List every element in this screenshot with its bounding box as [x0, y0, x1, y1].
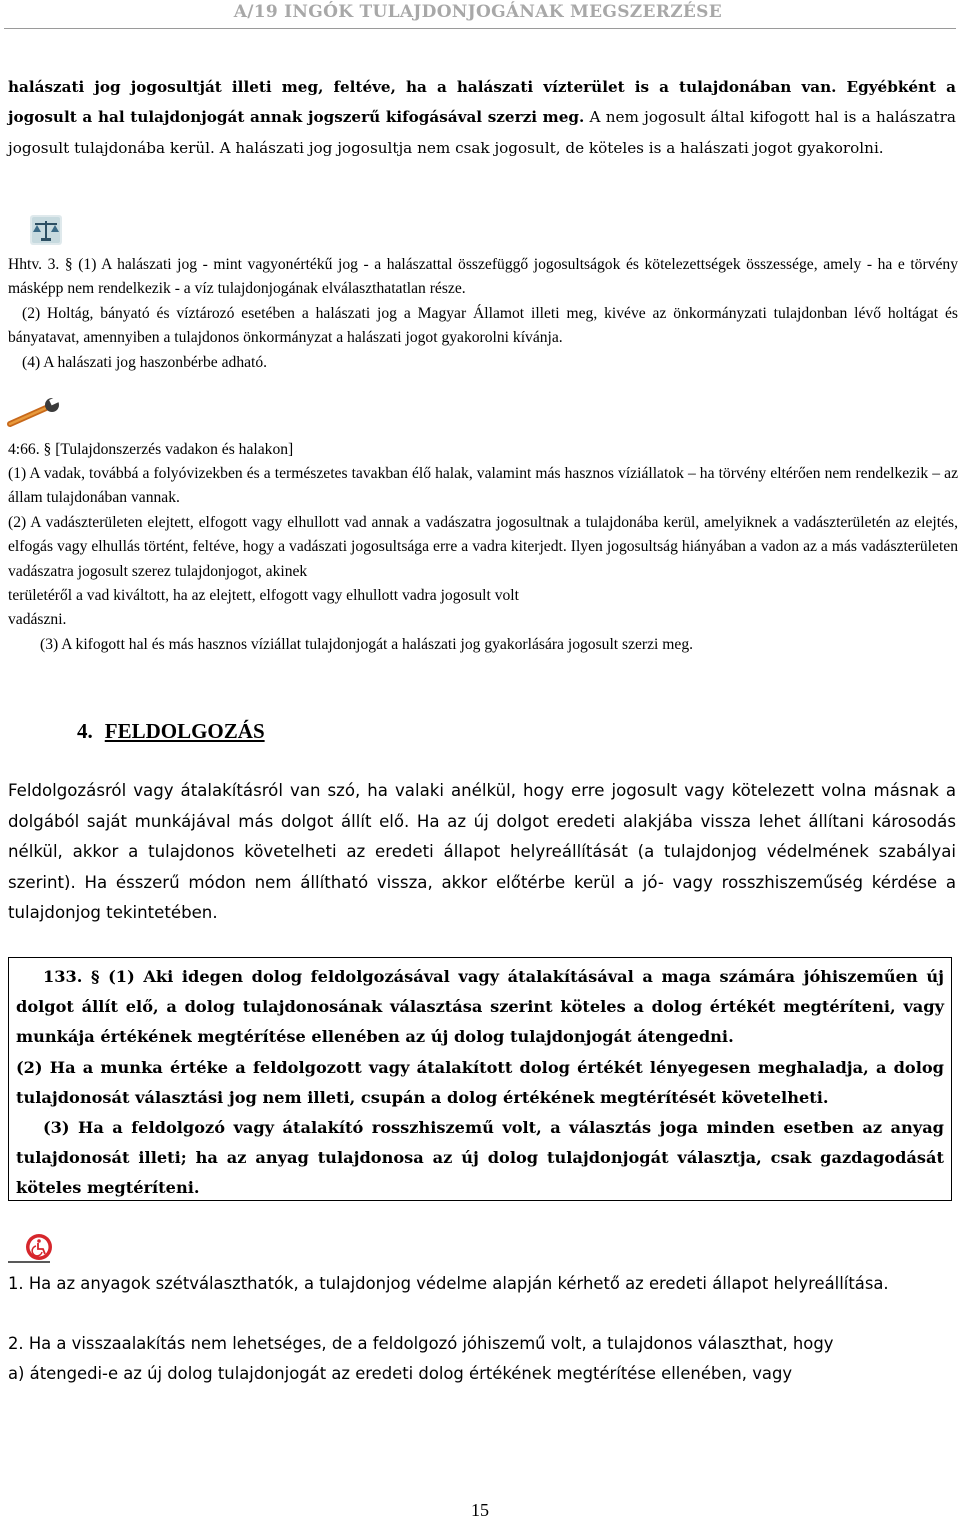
section-title: FELDOLGOZÁS [104, 719, 265, 743]
wrench-icon [6, 398, 62, 428]
law-133-box [8, 957, 952, 1201]
section-466-paragraph-2-cont: területéről a vad kiváltott, ha az elejtett, elfogott vagy elhullott vadra jogosult volt [8, 587, 519, 604]
scales-of-justice-icon [30, 215, 62, 245]
law-133-paragraph-1: 133. § (1) Aki idegen dolog feldolgozásával vagy átalakításával a maga számára jóhiszeműen új dolgot állít elő, a dolog tulajdonosának választása szerint köteles a dolog értékét megtéríteni, vagy munkája értékének megtérítése ellenében az új dolog tulajdonjogát átengedni. [16, 967, 944, 1047]
section-number: 4. [77, 719, 93, 743]
hhtv-paragraph-4: (4) A halászati jog haszonbérbe adható. [22, 354, 268, 371]
section-466-paragraph-1: (1) A vadak, továbbá a folyóvizekben és a természetes tavakban élő halak, valamint más hasznos víziállatok – ha törvény eltérően nem rendelkezik – az állam tulajdonában vannak. [8, 465, 958, 507]
section-466-paragraph-3: (3) A kifogott hal és más hasznos víziállat tulajdonjogát a halászati jog gyakorlására jogosult szerzi meg. [40, 636, 694, 653]
hhtv-paragraph-2: (2) Holtág, bányató és víztározó esetében a halászati jog a Magyar Államot illeti meg, kivéve az önkormányzati tulajdonban lévő holtágat és bányatavat, amennyiben a tulajdonos önkormányzat a halászati jogot gyakorolni kívánja. [8, 305, 958, 347]
running-header: A/19 INGÓK TULAJDONJOGÁNAK MEGSZERZÉSE [233, 2, 722, 22]
section-466-title: 4:66. § [Tulajdonszerzés vadakon és halakon] [8, 441, 294, 458]
intro-paragraph [8, 72, 956, 163]
feldolgozas-paragraph: Feldolgozásról vagy átalakításról van szó, ha valaki anélkül, hogy erre jogosult vagy kötelezett volna másnak a dolgából saját munkájával más dolgot állít elő. Ha az új dolgot eredeti alakjába vissza lehet állítani károsodás nélkül, akkor a tulajdonos követelheti az eredeti állapot helyreállítását (a tulajdonjog védelmének szabályai szerint). Ha ésszerű módon nem állítható vissza, akkor előtérbe kerül a jó- vagy rosszhiszeműség kérdése a tulajdonjog tekintetében. [8, 781, 956, 923]
hhtv-paragraph-1: Hhtv. 3. § (1) A halászati jog - mint vagyonértékű jog - a halászattal összefüggő jogosultságok és kötelezettségek összessége, amely - ha e törvény másképp nem rendelkezik - a víz tulajdonjogának elválaszthatatlan része. [8, 256, 958, 298]
section-466-paragraph-2-end: vadászni. [8, 611, 67, 628]
section-heading [77, 719, 265, 744]
note-item-2: 2. Ha a visszaalakítás nem lehetséges, de a feldolgozó jóhiszemű volt, a tulajdonos választhat, hogy [8, 1334, 834, 1353]
law-133-paragraph-2: (2) Ha a munka értéke a feldolgozott vagy átalakított dolog értékét lényegesen meghaladja, a dolog tulajdonosát választási jog nem illeti, csupán a dolog értékének megtérítését követelheti. [16, 1057, 944, 1107]
intro-plain-text: A nem jogosult által kifogott hal is a halászatra jogosult tulajdonába kerül. A halászati jog jogosultja nem csak jogosult, de köteles is a halászati jogot gyakorolni. [8, 108, 956, 157]
intro-bold-text: halászati jog jogosultját illeti meg, feltéve, ha a halászati vízterület is a tulajdonában van. Egyébként a jogosult a hal tulajdonjogát annak jogszerű kifogásával szerzi meg. [8, 78, 956, 127]
note-item-1: 1. Ha az anyagok szétválaszthatók, a tulajdonjog védelme alapján kérhető az eredeti állapot helyreállítása. [8, 1274, 889, 1293]
wheelchair-sign-icon [6, 1232, 52, 1266]
section-466-paragraph-2: (2) A vadászterületen elejtett, elfogott vagy elhullott vad annak a vadászatra jogosultnak a tulajdonába kerül, amelyiknek a vadászterületén az elejtés, elfogás vagy elhullás történt, feltéve, hogy a vadászati jogosultsága erre a vadra kiterjedt. Ilyen jogosultság hiányában a vadon az a más vadászterületen vadászatra jogosult szerez tulajdonjogot, akinek [8, 514, 958, 580]
law-133-paragraph-3: (3) Ha a feldolgozó vagy átalakító rosszhiszemű volt, a választás joga minden esetben az anyag tulajdonosát illeti; ha az anyag tulajdonosa az új dolog tulajdonjogát választja, csak gazdagodását köteles megtéríteni. [16, 1118, 944, 1198]
page-number: 15 [471, 1500, 489, 1520]
header-divider [4, 28, 956, 29]
note-item-2a: a) átengedi-e az új dolog tulajdonjogát az eredeti dolog értékének megtérítése ellenében, vagy [8, 1364, 793, 1383]
